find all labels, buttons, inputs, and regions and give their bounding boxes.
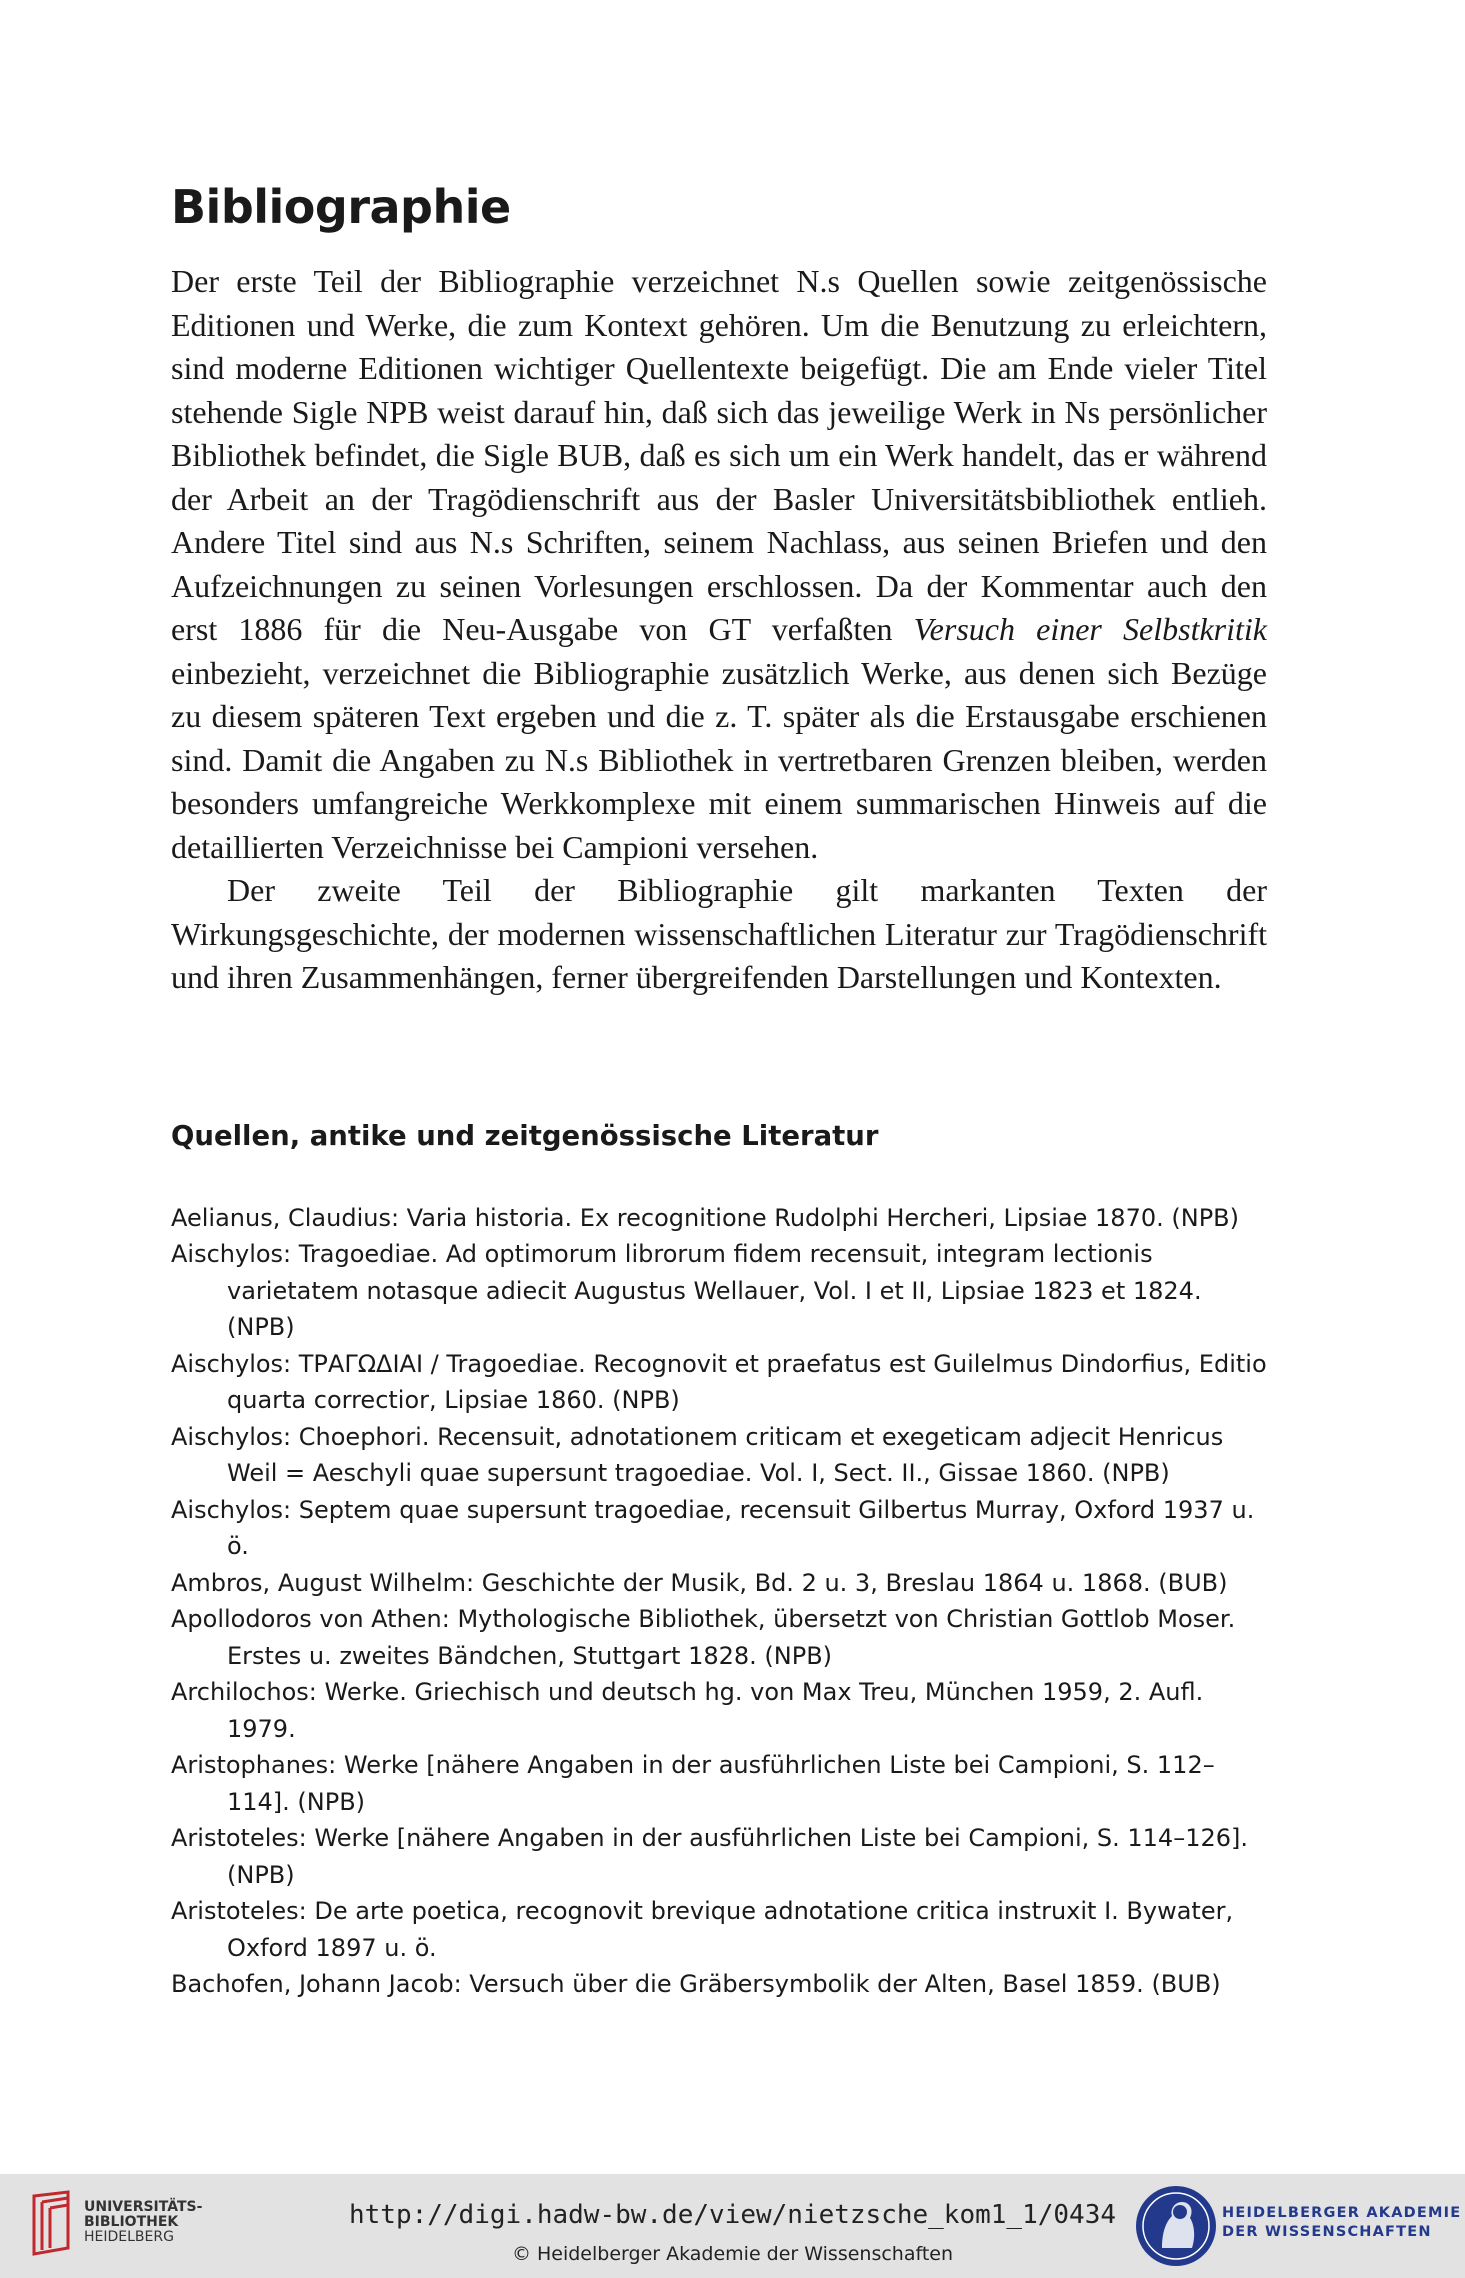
intro-paragraph-2: Der zweite Teil der Bibliographie gilt markanten Texten der Wirkungsgeschichte, der modernen wissenschaftlichen Literatur zur Tragödienschrift und ihren Zusammenhängen, ferner übergreifenden Darstellungen und Kontexten.	[171, 872, 1267, 995]
ub-name-line: BIBLIOTHEK	[84, 2214, 179, 2230]
bibliography-entry: Aischylos: Septem quae supersunt tragoediae, recensuit Gilbertus Murray, Oxford 1937 u. ö.	[171, 1495, 1255, 1560]
page-title: Bibliographie	[171, 180, 511, 234]
bibliography-list	[171, 1200, 1267, 2003]
bibliography-entry: Ambros, August Wilhelm: Geschichte der Musik, Bd. 2 u. 3, Breslau 1864 u. 1868. (BUB)	[171, 1568, 1228, 1597]
ub-name-line: HEIDELBERG	[84, 2229, 174, 2245]
bibliography-entry: Aelianus, Claudius: Varia historia. Ex recognitione Rudolphi Hercheri, Lipsiae 1870. (NPB)	[171, 1203, 1239, 1232]
bibliography-entry: Archilochos: Werke. Griechisch und deutsch hg. von Max Treu, München 1959, 2. Aufl. 1979.	[171, 1678, 1204, 1743]
academy-seal-icon[interactable]	[1132, 2182, 1220, 2270]
intro-p1-part-a: Der erste Teil der Bibliographie verzeichnet N.s Quellen sowie zeitgenössische Editionen und Werke, die zum Kontext gehören. Um die Benutzung zu erleichtern, sind moderne Editionen wichtiger Quellentexte beigefügt. Die am Ende vieler Titel stehende Sigle NPB weist darauf hin, daß sich das jeweilige Werk in Ns persönlicher Bibliothek befindet, die Sigle BUB, daß es sich um ein Werk handelt, das er während der Arbeit an der Tragödienschrift aus der Basler Universitätsbibliothek entlieh. Andere Titel sind aus N.s Schriften, seinem Nachlass, aus seinen Briefen und den Aufzeichnungen zu seinen Vorlesungen erschlossen. Da der Kommentar auch den erst 1886 für die Neu-Ausgabe von GT verfaßten	[171, 263, 1267, 647]
footer-bar	[0, 2174, 1465, 2278]
intro-p1-title-italic: Versuch einer Selbstkritik	[913, 611, 1268, 647]
bibliography-entry: Aristophanes: Werke [nähere Angaben in der ausführlichen Liste bei Campioni, S. 112–114]. (NPB)	[171, 1751, 1215, 1816]
bibliography-entry: Aischylos: ΤΡΑΓΩΔΙΑΙ / Tragoediae. Recognovit et praefatus est Guilelmus Dindorfius, Editio quarta correctior, Lipsiae 1860. (NPB)	[171, 1349, 1267, 1414]
ub-name-line: UNIVERSITÄTS-	[84, 2199, 203, 2215]
page-content	[171, 180, 1267, 2003]
bibliography-entry: Aischylos: Tragoediae. Ad optimorum librorum fidem recensuit, integram lectionis varietatem notasque adiecit Augustus Wellauer, Vol. I et II, Lipsiae 1823 et 1824. (NPB)	[171, 1240, 1202, 1341]
bibliography-entry: Aischylos: Choephori. Recensuit, adnotationem criticam et exegeticam adjecit Henricus Weil = Aeschyli quae supersunt tragoediae. Vol. I, Sect. II., Gissae 1860. (NPB)	[171, 1422, 1224, 1487]
intro-paragraph-1	[171, 260, 1267, 869]
bibliography-entry: Bachofen, Johann Jacob: Versuch über die Gräbersymbolik der Alten, Basel 1859. (BUB)	[171, 1970, 1221, 1998]
copyright-notice: © Heidelberger Akademie der Wissenschaften	[511, 2243, 954, 2265]
bibliography-entry: Apollodoros von Athen: Mythologische Bibliothek, übersetzt von Christian Gottlob Moser. Erstes u. zweites Bändchen, Stuttgart 1828. (NPB)	[171, 1605, 1236, 1670]
academy-name-line: DER WISSENSCHAFTEN	[1222, 2224, 1432, 2240]
bibliography-entry: Aristoteles: Werke [nähere Angaben in der ausführlichen Liste bei Campioni, S. 114–126]. (NPB)	[171, 1824, 1248, 1889]
academy-name[interactable]	[1222, 2204, 1461, 2242]
intro-text	[171, 260, 1267, 1000]
permalink-url[interactable]: http://digi.hadw-bw.de/view/nietzsche_kom1_1/0434	[348, 2200, 1116, 2230]
intro-p1-part-b: einbezieht, verzeichnet die Bibliographie zusätzlich Werke, aus denen sich Bezüge zu diesem späteren Text ergeben und die z. T. später als die Erstausgabe erschienen sind. Damit die Angaben zu N.s Bibliothek in vertretbaren Grenzen bleiben, werden besonders umfangreiche Werkkomplexe mit einem summarischen Hinweis auf die detaillierten Verzeichnisse bei Campioni versehen.	[171, 654, 1267, 865]
bibliography-entry: Aristoteles: De arte poetica, recognovit brevique adnotatione critica instruxit I. Bywater, Oxford 1897 u. ö.	[171, 1897, 1234, 1962]
academy-name-line: HEIDELBERGER AKADEMIE	[1222, 2205, 1462, 2221]
section-heading: Quellen, antike und zeitgenössische Literatur	[171, 1119, 879, 1152]
